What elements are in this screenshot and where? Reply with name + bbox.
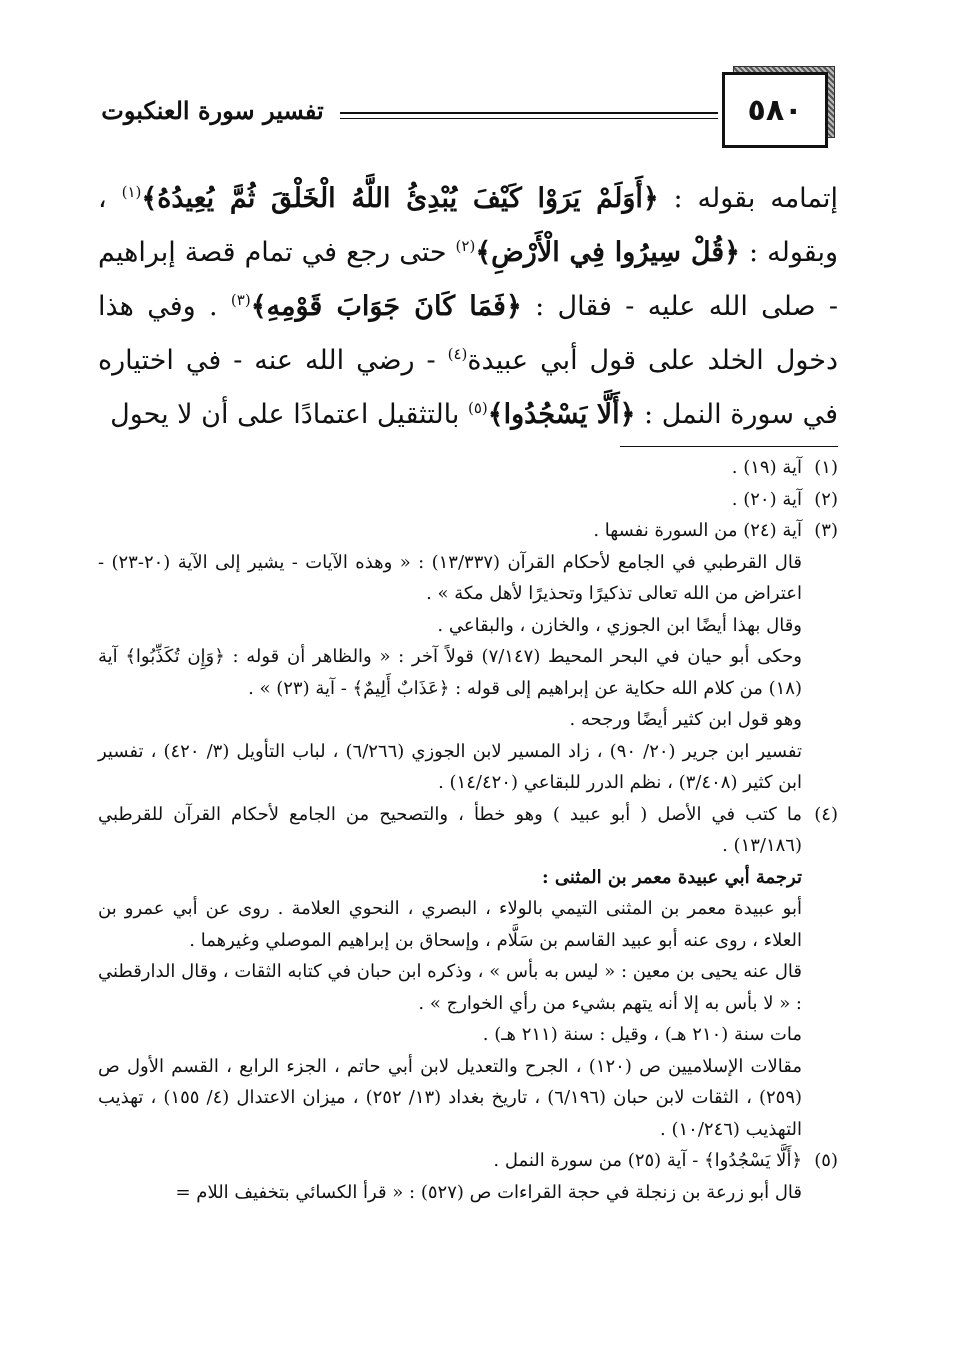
- text-segment: - رضي الله عنه - في اختياره في سورة النمل :: [98, 345, 838, 430]
- footnote-heading: ترجمة أبي عبيدة معمر بن المثنى :: [542, 866, 802, 888]
- footnote-4: [98, 799, 838, 862]
- footnote-number: (١): [814, 457, 838, 478]
- quran-verse: ﴿أَلَّا يَسْجُدُوا﴾: [487, 399, 636, 430]
- footnote-paragraph: أبو عبيدة معمر بن المثنى التيمي بالولاء ، البصري ، النحوي العلامة . روى عن أبي عمرو بن العلاء ، روى عنه أبو عبيد القاسم بن سَلَّام ، وإسحاق بن إبراهيم الموصلي وغيرهما .: [98, 898, 802, 951]
- footnote-3: [98, 515, 838, 547]
- footnote-paragraph: قال أبو زرعة بن زنجلة في حجة القراءات ص (٥٢٧) : « قرأ الكسائي بتخفيف اللام =: [175, 1181, 802, 1203]
- footnote-paragraph: تفسير ابن جرير (٢٠/ ٩٠) ، زاد المسير لابن الجوزي (٦/٢٦٦) ، لباب التأويل (٣/ ٤٢٠) ، تفسير ابن كثير (٣/٤٠٨) ، نظم الدرر للبقاعي (١٤/٤٢٠) .: [98, 740, 803, 793]
- footnote-number: (٥): [814, 1150, 838, 1171]
- footnote-paragraph: وهو قول ابن كثير أيضًا ورجحه .: [569, 709, 802, 730]
- footnote-ref: (٢): [455, 237, 476, 255]
- footnote-divider: [620, 446, 838, 447]
- footnote-ref: (٥): [468, 399, 488, 417]
- footnote-ref: (٤): [447, 345, 468, 363]
- quran-verse: ﴿فَمَا كَانَ جَوَابَ قَوْمِهِ﴾: [250, 291, 522, 322]
- main-text: [98, 172, 838, 442]
- text-segment: ، وبقوله :: [98, 183, 838, 268]
- footnote-paragraph: مقالات الإسلاميين ص (١٢٠) ، الجرح والتعديل لابن أبي حاتم ، الجزء الرابع ، القسم الأول ص (٢٥٩) ، الثقات لابن حبان (٦/١٩٦) ، تاريخ بغداد (١٣/ ٢٥٢) ، ميزان الاعتدال (٤/ ١٥٥) ، تهذيب التهذيب (١٠/٢٤٦) .: [98, 1055, 803, 1140]
- page-header: [0, 0, 953, 160]
- footnote-1: [98, 452, 838, 484]
- text-segment: حتى رجع في تمام قصة إبراهيم - صلى الله عليه - فقال :: [98, 237, 838, 322]
- footnote-paragraph: قال عنه يحيى بن معين : « ليس به بأس » ، وذكره ابن حبان في كتابه الثقات ، وقال الدارقطني : « لا بأس به إلا أنه يتهم بشيء من رأي الخوارج » .: [98, 961, 802, 1014]
- footnote-text: آية (٢٠) .: [731, 488, 802, 510]
- footnote-paragraph: مات سنة (٢١٠ هـ) ، وقيل : سنة (٢١١ هـ) .: [482, 1024, 802, 1045]
- header-rule-thin: [340, 118, 718, 119]
- footnote-text: ﴿أَلَّا يَسْجُدُوا﴾ - آية (٢٥) من سورة النمل .: [493, 1150, 802, 1171]
- header-rule: [340, 112, 718, 114]
- main-paragraph: [98, 172, 838, 442]
- footnote-text: ما كتب في الأصل ( أبو عبيد ) وهو خطأ ، والتصحيح من الجامع لأحكام القرآن للقرطبي (١٣/١٨٦) .: [98, 803, 802, 856]
- footnote-paragraph: قال القرطبي في الجامع لأحكام القرآن (١٣/٣٣٧) : « وهذه الآيات - يشير إلى الآية (٢٠-٢٣) - اعتراض من الله تعالى تذكيرًا وتحذيرًا لأهل مكة » .: [98, 551, 802, 604]
- footnote-text: آية (٢٤) من السورة نفسها .: [593, 520, 802, 541]
- running-title: تفسير سورة العنكبوت: [101, 96, 324, 125]
- footnote-ref: (٣): [230, 291, 251, 309]
- quran-verse: ﴿قُلْ سِيرُوا فِي الْأَرْضِ﴾: [475, 237, 741, 268]
- footnote-ref: (١): [121, 183, 142, 201]
- footnote-text: آية (١٩) .: [731, 457, 802, 478]
- footnotes: [98, 452, 838, 1208]
- text-segment: بالتثقيل اعتمادًا على أن لا يحول: [110, 399, 468, 430]
- footnote-number: (٣): [814, 520, 838, 541]
- footnote-number: (٤): [814, 803, 838, 825]
- footnote-paragraph: وقال بهذا أيضًا ابن الجوزي ، والخازن ، والبقاعي .: [437, 614, 802, 636]
- text-segment: . وفي هذا دخول الخلد على قول أبي عبيدة: [98, 291, 838, 376]
- footnote-paragraph: وحكى أبو حيان في البحر المحيط (٧/١٤٧) قولاً آخر : « والظاهر أن قوله : ﴿وَإِن تُكَذِّبُوا﴾ آية (١٨) من كلام الله حكاية عن إبراهيم إلى قوله : ﴿عَذَابٌ أَلِيمٌ﴾ - آية (٢٣) » .: [98, 646, 802, 699]
- footnote-2: [98, 484, 838, 516]
- quran-verse: ﴿أَوَلَمْ يَرَوْا كَيْفَ يُبْدِئُ اللَّهُ الْخَلْقَ ثُمَّ يُعِيدُهُ﴾: [141, 183, 659, 214]
- page-number: ٥٨٠: [722, 72, 828, 148]
- footnote-5: [98, 1145, 838, 1177]
- footnote-number: (٢): [814, 488, 838, 510]
- text-segment: إتمامه بقوله :: [658, 183, 839, 214]
